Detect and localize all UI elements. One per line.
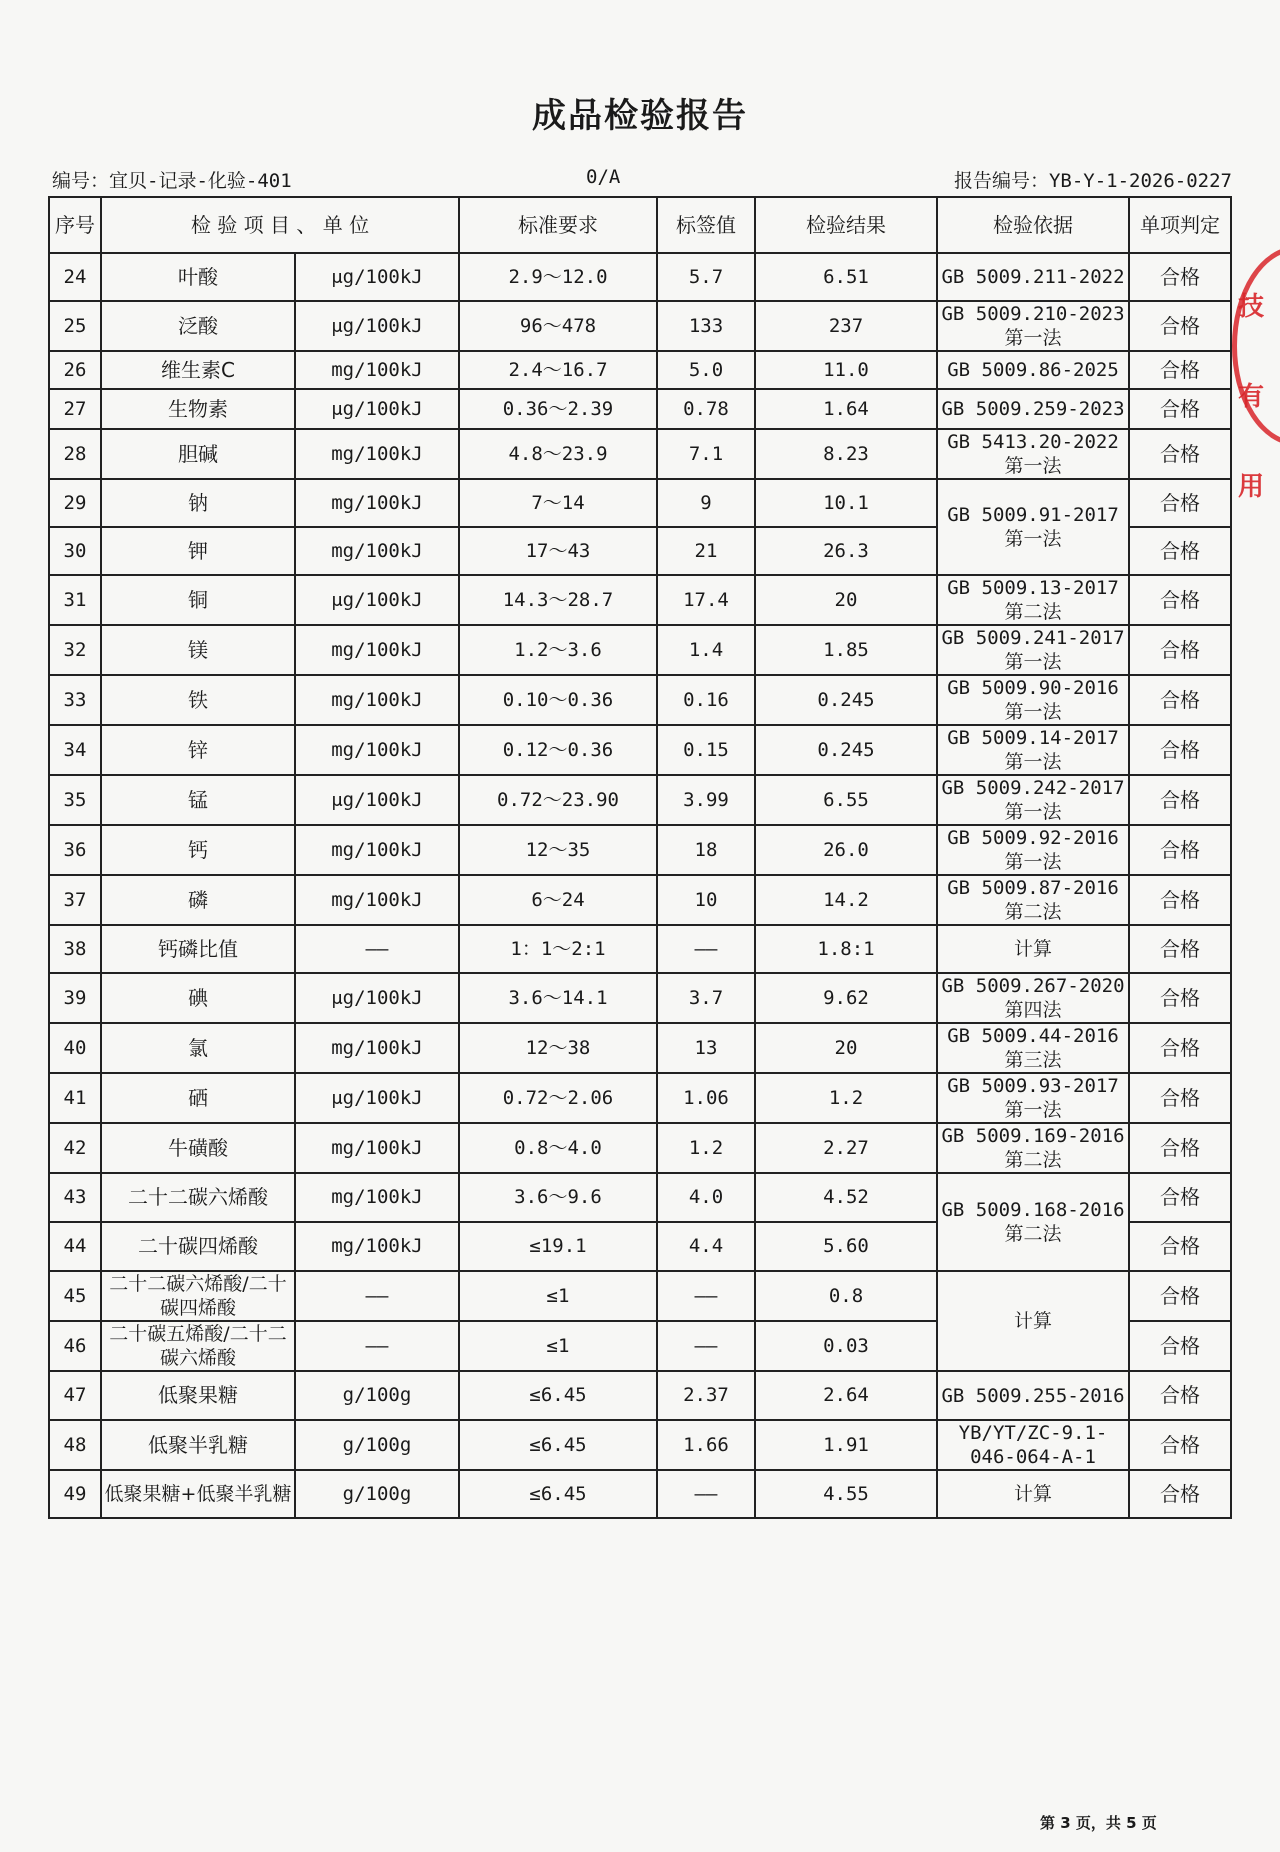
cell-standard: 0.36～2.39 [459, 389, 657, 429]
cell-unit: mg/100kJ [295, 825, 459, 875]
cell-unit: μg/100kJ [295, 389, 459, 429]
cell-basis: 计算 [937, 925, 1129, 973]
table-row [49, 389, 1231, 429]
cell-judgement: 合格 [1129, 389, 1231, 429]
table-row [49, 625, 1231, 675]
table-row [49, 301, 1231, 351]
cell-unit: μg/100kJ [295, 575, 459, 625]
cell-result: 2.27 [755, 1123, 937, 1173]
header-basis: 检验依据 [937, 197, 1129, 253]
cell-label: 10 [657, 875, 755, 925]
cell-basis: GB 5009.14-2017 第一法 [937, 725, 1129, 775]
table-row [49, 1023, 1231, 1073]
cell-seq: 49 [49, 1470, 101, 1518]
cell-standard: 4.8～23.9 [459, 429, 657, 479]
cell-unit: mg/100kJ [295, 875, 459, 925]
cell-result: 5.60 [755, 1222, 937, 1271]
table-row [49, 479, 1231, 527]
cell-standard: 3.6～14.1 [459, 973, 657, 1023]
cell-item: 钙 [101, 825, 295, 875]
cell-unit: mg/100kJ [295, 725, 459, 775]
cell-judgement: 合格 [1129, 925, 1231, 973]
cell-seq: 36 [49, 825, 101, 875]
cell-result: 1.2 [755, 1073, 937, 1123]
cell-unit: g/100g [295, 1420, 459, 1470]
cell-seq: 35 [49, 775, 101, 825]
cell-seq: 45 [49, 1271, 101, 1321]
cell-standard: 0.12～0.36 [459, 725, 657, 775]
cell-label: —— [657, 925, 755, 973]
cell-standard: ≤6.45 [459, 1420, 657, 1470]
cell-basis: GB 5009.255-2016 [937, 1371, 1129, 1420]
cell-item: 锰 [101, 775, 295, 825]
inspection-table [48, 196, 1232, 1519]
cell-item: 泛酸 [101, 301, 295, 351]
cell-label: 13 [657, 1023, 755, 1073]
cell-standard: 2.9～12.0 [459, 253, 657, 301]
cell-label: 1.06 [657, 1073, 755, 1123]
cell-unit: mg/100kJ [295, 625, 459, 675]
cell-judgement: 合格 [1129, 1321, 1231, 1371]
cell-unit: —— [295, 925, 459, 973]
cell-unit: mg/100kJ [295, 1123, 459, 1173]
cell-unit: μg/100kJ [295, 775, 459, 825]
cell-result: 4.52 [755, 1173, 937, 1222]
cell-result: 2.64 [755, 1371, 937, 1420]
cell-standard: 1.2～3.6 [459, 625, 657, 675]
cell-standard: ≤19.1 [459, 1222, 657, 1271]
cell-seq: 25 [49, 301, 101, 351]
cell-seq: 46 [49, 1321, 101, 1371]
cell-basis: GB 5009.90-2016 第一法 [937, 675, 1129, 725]
cell-label: 0.16 [657, 675, 755, 725]
cell-item: 低聚半乳糖 [101, 1420, 295, 1470]
cell-item: 生物素 [101, 389, 295, 429]
cell-result: 20 [755, 1023, 937, 1073]
cell-label: 133 [657, 301, 755, 351]
cell-result: 4.55 [755, 1470, 937, 1518]
cell-standard: ≤1 [459, 1321, 657, 1371]
cell-judgement: 合格 [1129, 429, 1231, 479]
cell-basis: GB 5009.87-2016 第二法 [937, 875, 1129, 925]
cell-unit: g/100g [295, 1371, 459, 1420]
header-seq: 序号 [49, 197, 101, 253]
cell-label: 0.15 [657, 725, 755, 775]
cell-basis: YB/YT/ZC-9.1-046-064-A-1 [937, 1420, 1129, 1470]
cell-label: 9 [657, 479, 755, 527]
cell-result: 14.2 [755, 875, 937, 925]
cell-result: 1.85 [755, 625, 937, 675]
cell-judgement: 合格 [1129, 675, 1231, 725]
cell-judgement: 合格 [1129, 301, 1231, 351]
cell-judgement: 合格 [1129, 825, 1231, 875]
cell-seq: 26 [49, 351, 101, 389]
table-row [49, 351, 1231, 389]
table-row [49, 973, 1231, 1023]
cell-standard: 1：1～2:1 [459, 925, 657, 973]
seal-text: 技有用 [1238, 292, 1265, 502]
cell-label: 18 [657, 825, 755, 875]
cell-seq: 30 [49, 527, 101, 575]
cell-item: 叶酸 [101, 253, 295, 301]
cell-basis: GB 5009.92-2016 第一法 [937, 825, 1129, 875]
table-row [49, 1271, 1231, 1321]
header-item-unit: 检 验 项 目 、 单 位 [101, 197, 459, 253]
cell-judgement: 合格 [1129, 625, 1231, 675]
cell-standard: 2.4～16.7 [459, 351, 657, 389]
cell-item: 二十碳五烯酸/二十二碳六烯酸 [101, 1321, 295, 1371]
cell-item: 牛磺酸 [101, 1123, 295, 1173]
cell-unit: mg/100kJ [295, 351, 459, 389]
cell-unit: mg/100kJ [295, 429, 459, 479]
cell-seq: 28 [49, 429, 101, 479]
cell-unit: mg/100kJ [295, 1173, 459, 1222]
cell-item: 钾 [101, 527, 295, 575]
cell-unit: μg/100kJ [295, 253, 459, 301]
cell-standard: 17～43 [459, 527, 657, 575]
cell-seq: 47 [49, 1371, 101, 1420]
cell-result: 11.0 [755, 351, 937, 389]
cell-standard: 96～478 [459, 301, 657, 351]
table-row [49, 1420, 1231, 1470]
cell-basis: GB 5413.20-2022 第一法 [937, 429, 1129, 479]
cell-standard: 0.8～4.0 [459, 1123, 657, 1173]
cell-seq: 40 [49, 1023, 101, 1073]
cell-item: 钙磷比值 [101, 925, 295, 973]
table-row [49, 1470, 1231, 1518]
cell-basis: 计算 [937, 1271, 1129, 1371]
cell-unit: mg/100kJ [295, 479, 459, 527]
table-row [49, 1173, 1231, 1222]
cell-unit: mg/100kJ [295, 1222, 459, 1271]
cell-seq: 43 [49, 1173, 101, 1222]
table-row [49, 253, 1231, 301]
cell-item: 碘 [101, 973, 295, 1023]
cell-seq: 24 [49, 253, 101, 301]
cell-unit: μg/100kJ [295, 1073, 459, 1123]
cell-result: 0.245 [755, 675, 937, 725]
cell-result: 9.62 [755, 973, 937, 1023]
cell-seq: 39 [49, 973, 101, 1023]
cell-judgement: 合格 [1129, 575, 1231, 625]
cell-basis: GB 5009.91-2017 第一法 [937, 479, 1129, 575]
cell-result: 1.91 [755, 1420, 937, 1470]
cell-seq: 31 [49, 575, 101, 625]
cell-result: 1.8:1 [755, 925, 937, 973]
cell-basis: GB 5009.86-2025 [937, 351, 1129, 389]
cell-basis: GB 5009.211-2022 [937, 253, 1129, 301]
cell-result: 1.64 [755, 389, 937, 429]
cell-result: 26.0 [755, 825, 937, 875]
cell-basis: GB 5009.44-2016 第三法 [937, 1023, 1129, 1073]
cell-label: 4.4 [657, 1222, 755, 1271]
cell-item: 铜 [101, 575, 295, 625]
cell-item: 二十碳四烯酸 [101, 1222, 295, 1271]
cell-judgement: 合格 [1129, 1271, 1231, 1321]
cell-label: 4.0 [657, 1173, 755, 1222]
cell-label: 1.66 [657, 1420, 755, 1470]
cell-result: 8.23 [755, 429, 937, 479]
header-label: 标签值 [657, 197, 755, 253]
header-result: 检验结果 [755, 197, 937, 253]
cell-item: 镁 [101, 625, 295, 675]
cell-result: 10.1 [755, 479, 937, 527]
cell-item: 二十二碳六烯酸 [101, 1173, 295, 1222]
report-meta [52, 166, 1232, 194]
cell-seq: 41 [49, 1073, 101, 1123]
table-row [49, 725, 1231, 775]
table-row [49, 675, 1231, 725]
cell-basis: GB 5009.13-2017 第二法 [937, 575, 1129, 625]
cell-unit: g/100g [295, 1470, 459, 1518]
cell-item: 铁 [101, 675, 295, 725]
cell-unit: mg/100kJ [295, 527, 459, 575]
cell-judgement: 合格 [1129, 775, 1231, 825]
cell-seq: 29 [49, 479, 101, 527]
doc-number: 编号：宜贝-记录-化验-401 [52, 170, 292, 192]
cell-judgement: 合格 [1129, 253, 1231, 301]
table-row [49, 429, 1231, 479]
cell-basis: GB 5009.242-2017 第一法 [937, 775, 1129, 825]
cell-seq: 48 [49, 1420, 101, 1470]
cell-result: 6.51 [755, 253, 937, 301]
cell-judgement: 合格 [1129, 875, 1231, 925]
cell-item: 二十二碳六烯酸/二十碳四烯酸 [101, 1271, 295, 1321]
table-row [49, 825, 1231, 875]
table-body [49, 253, 1231, 1518]
cell-result: 0.03 [755, 1321, 937, 1371]
cell-item: 胆碱 [101, 429, 295, 479]
cell-standard: 12～35 [459, 825, 657, 875]
cell-basis: GB 5009.93-2017 第一法 [937, 1073, 1129, 1123]
cell-unit: —— [295, 1321, 459, 1371]
cell-item: 钠 [101, 479, 295, 527]
cell-standard: ≤1 [459, 1271, 657, 1321]
cell-judgement: 合格 [1129, 527, 1231, 575]
cell-basis: 计算 [937, 1470, 1129, 1518]
cell-label: 7.1 [657, 429, 755, 479]
cell-result: 237 [755, 301, 937, 351]
table-row [49, 1073, 1231, 1123]
cell-label: —— [657, 1321, 755, 1371]
cell-basis: GB 5009.169-2016 第二法 [937, 1123, 1129, 1173]
cell-label: —— [657, 1470, 755, 1518]
cell-item: 磷 [101, 875, 295, 925]
cell-unit: mg/100kJ [295, 675, 459, 725]
cell-standard: 0.10～0.36 [459, 675, 657, 725]
cell-label: 3.99 [657, 775, 755, 825]
cell-seq: 42 [49, 1123, 101, 1173]
cell-unit: mg/100kJ [295, 1023, 459, 1073]
page-footer: 第 3 页，共 5 页 [1040, 1814, 1157, 1832]
cell-judgement: 合格 [1129, 1173, 1231, 1222]
cell-label: —— [657, 1271, 755, 1321]
cell-standard: 3.6～9.6 [459, 1173, 657, 1222]
cell-label: 3.7 [657, 973, 755, 1023]
cell-standard: ≤6.45 [459, 1371, 657, 1420]
cell-item: 低聚果糖+低聚半乳糖 [101, 1470, 295, 1518]
table-row [49, 1123, 1231, 1173]
cell-seq: 27 [49, 389, 101, 429]
header-standard: 标准要求 [459, 197, 657, 253]
cell-label: 5.7 [657, 253, 755, 301]
cell-label: 1.2 [657, 1123, 755, 1173]
report-number: 报告编号：YB-Y-1-2026-0227 [953, 170, 1232, 192]
cell-label: 1.4 [657, 625, 755, 675]
cell-standard: 0.72～2.06 [459, 1073, 657, 1123]
cell-result: 26.3 [755, 527, 937, 575]
cell-label: 21 [657, 527, 755, 575]
table-header-row [49, 197, 1231, 253]
header-judgement: 单项判定 [1129, 197, 1231, 253]
cell-standard: 0.72～23.90 [459, 775, 657, 825]
cell-seq: 33 [49, 675, 101, 725]
cell-seq: 44 [49, 1222, 101, 1271]
cell-judgement: 合格 [1129, 1371, 1231, 1420]
cell-item: 氯 [101, 1023, 295, 1073]
cell-result: 0.8 [755, 1271, 937, 1321]
table-row [49, 1371, 1231, 1420]
cell-unit: μg/100kJ [295, 301, 459, 351]
cell-judgement: 合格 [1129, 1470, 1231, 1518]
table-row [49, 775, 1231, 825]
cell-item: 低聚果糖 [101, 1371, 295, 1420]
cell-judgement: 合格 [1129, 725, 1231, 775]
doc-version: 0/A [586, 166, 621, 188]
cell-unit: —— [295, 1271, 459, 1321]
cell-seq: 32 [49, 625, 101, 675]
cell-item: 锌 [101, 725, 295, 775]
table-row [49, 925, 1231, 973]
report-title: 成品检验报告 [532, 96, 748, 136]
cell-result: 6.55 [755, 775, 937, 825]
cell-seq: 37 [49, 875, 101, 925]
cell-label: 2.37 [657, 1371, 755, 1420]
cell-label: 5.0 [657, 351, 755, 389]
cell-basis: GB 5009.241-2017 第一法 [937, 625, 1129, 675]
table-row [49, 575, 1231, 625]
cell-standard: 14.3～28.7 [459, 575, 657, 625]
cell-judgement: 合格 [1129, 973, 1231, 1023]
cell-basis: GB 5009.259-2023 [937, 389, 1129, 429]
cell-standard: 6～24 [459, 875, 657, 925]
cell-judgement: 合格 [1129, 1420, 1231, 1470]
cell-result: 20 [755, 575, 937, 625]
cell-judgement: 合格 [1129, 1073, 1231, 1123]
cell-standard: ≤6.45 [459, 1470, 657, 1518]
cell-item: 维生素C [101, 351, 295, 389]
cell-basis: GB 5009.168-2016 第二法 [937, 1173, 1129, 1271]
cell-standard: 7～14 [459, 479, 657, 527]
cell-seq: 34 [49, 725, 101, 775]
cell-judgement: 合格 [1129, 1222, 1231, 1271]
cell-seq: 38 [49, 925, 101, 973]
cell-standard: 12～38 [459, 1023, 657, 1073]
cell-label: 17.4 [657, 575, 755, 625]
cell-basis: GB 5009.267-2020 第四法 [937, 973, 1129, 1023]
cell-basis: GB 5009.210-2023 第一法 [937, 301, 1129, 351]
cell-judgement: 合格 [1129, 351, 1231, 389]
cell-judgement: 合格 [1129, 479, 1231, 527]
cell-unit: μg/100kJ [295, 973, 459, 1023]
table-row [49, 875, 1231, 925]
cell-label: 0.78 [657, 389, 755, 429]
cell-item: 硒 [101, 1073, 295, 1123]
cell-judgement: 合格 [1129, 1023, 1231, 1073]
cell-judgement: 合格 [1129, 1123, 1231, 1173]
cell-result: 0.245 [755, 725, 937, 775]
